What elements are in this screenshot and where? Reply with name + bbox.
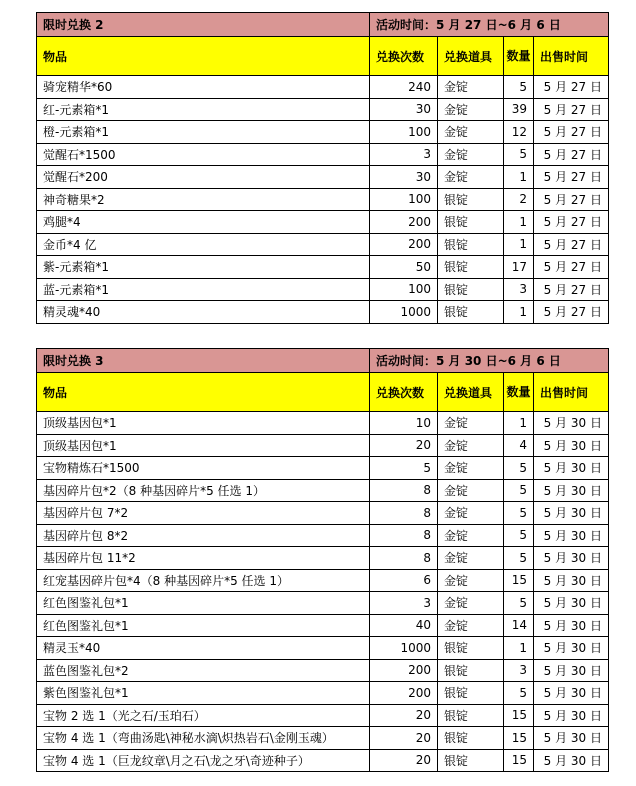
exchange-currency: 金锭 (438, 166, 504, 189)
table-row (37, 98, 609, 121)
quantity: 5 (504, 682, 534, 705)
item-name: 鸡腿*4 (37, 211, 370, 234)
table-row (37, 143, 609, 166)
quantity: 1 (504, 637, 534, 660)
exchange-count: 8 (370, 479, 438, 502)
sale-date: 5 月 30 日 (534, 704, 609, 727)
table-row (37, 278, 609, 301)
exchange-count: 1000 (370, 637, 438, 660)
item-name: 蓝-元素箱*1 (37, 278, 370, 301)
sale-date: 5 月 27 日 (534, 278, 609, 301)
exchange-currency: 金锭 (438, 479, 504, 502)
event-period: 活动时间：5 月 27 日~6 月 6 日 (370, 13, 609, 37)
item-name: 宝物 4 选 1（巨龙纹章\月之石\龙之牙\奇迹种子） (37, 749, 370, 772)
exchange-currency: 金锭 (438, 547, 504, 570)
exchange-table-2 (36, 12, 609, 324)
table-title-row (37, 349, 609, 373)
exchange-currency: 金锭 (438, 569, 504, 592)
table-row (37, 256, 609, 279)
sale-date: 5 月 27 日 (534, 233, 609, 256)
quantity: 2 (504, 188, 534, 211)
table-row (37, 211, 609, 234)
sale-date: 5 月 30 日 (534, 457, 609, 480)
quantity: 1 (504, 166, 534, 189)
exchange-count: 8 (370, 547, 438, 570)
item-name: 神奇糖果*2 (37, 188, 370, 211)
quantity: 14 (504, 614, 534, 637)
exchange-count: 200 (370, 233, 438, 256)
sale-date: 5 月 30 日 (534, 637, 609, 660)
sale-date: 5 月 27 日 (534, 121, 609, 144)
exchange-currency: 银锭 (438, 749, 504, 772)
header-exchange-count: 兑换次数 (370, 37, 438, 76)
table-row (37, 502, 609, 525)
table-row (37, 592, 609, 615)
sale-date: 5 月 30 日 (534, 682, 609, 705)
exchange-count: 100 (370, 188, 438, 211)
item-name: 觉醒石*1500 (37, 143, 370, 166)
table-row (37, 727, 609, 750)
quantity: 12 (504, 121, 534, 144)
table-header-row (37, 373, 609, 412)
quantity: 5 (504, 143, 534, 166)
sale-date: 5 月 27 日 (534, 143, 609, 166)
exchange-count: 30 (370, 98, 438, 121)
header-sale-date: 出售时间 (534, 373, 609, 412)
exchange-currency: 银锭 (438, 256, 504, 279)
quantity: 15 (504, 704, 534, 727)
exchange-currency: 金锭 (438, 502, 504, 525)
item-name: 顶级基因包*1 (37, 412, 370, 435)
exchange-currency: 金锭 (438, 434, 504, 457)
exchange-count: 240 (370, 76, 438, 99)
table-row (37, 659, 609, 682)
item-name: 基因碎片包 11*2 (37, 547, 370, 570)
exchange-count: 100 (370, 278, 438, 301)
header-exchange-currency: 兑换道具 (438, 373, 504, 412)
table-row (37, 188, 609, 211)
quantity: 5 (504, 479, 534, 502)
exchange-currency: 金锭 (438, 121, 504, 144)
table-row (37, 479, 609, 502)
exchange-currency: 银锭 (438, 278, 504, 301)
quantity: 1 (504, 301, 534, 324)
table-header-row (37, 37, 609, 76)
sale-date: 5 月 27 日 (534, 166, 609, 189)
exchange-count: 20 (370, 727, 438, 750)
item-name: 骑宠精华*60 (37, 76, 370, 99)
item-name: 红-元素箱*1 (37, 98, 370, 121)
item-name: 金币*4 亿 (37, 233, 370, 256)
exchange-currency: 金锭 (438, 76, 504, 99)
exchange-currency: 金锭 (438, 592, 504, 615)
quantity: 5 (504, 592, 534, 615)
sale-date: 5 月 30 日 (534, 569, 609, 592)
exchange-currency: 金锭 (438, 457, 504, 480)
exchange-count: 200 (370, 211, 438, 234)
item-name: 精灵玉*40 (37, 637, 370, 660)
table-row (37, 524, 609, 547)
sale-date: 5 月 30 日 (534, 749, 609, 772)
exchange-count: 6 (370, 569, 438, 592)
table-row (37, 121, 609, 144)
header-quantity: 数量 (504, 37, 534, 76)
quantity: 1 (504, 412, 534, 435)
item-name: 基因碎片包 7*2 (37, 502, 370, 525)
table-title: 限时兑换 3 (37, 349, 370, 373)
table-row (37, 166, 609, 189)
quantity: 15 (504, 749, 534, 772)
table-row (37, 704, 609, 727)
quantity: 5 (504, 457, 534, 480)
item-name: 觉醒石*200 (37, 166, 370, 189)
exchange-count: 100 (370, 121, 438, 144)
exchange-currency: 银锭 (438, 301, 504, 324)
table-row (37, 547, 609, 570)
item-name: 宝物 4 选 1（弯曲汤匙\神秘水滴\炽热岩石\金刚玉魂） (37, 727, 370, 750)
exchange-currency: 金锭 (438, 98, 504, 121)
exchange-count: 20 (370, 434, 438, 457)
exchange-count: 8 (370, 524, 438, 547)
sale-date: 5 月 27 日 (534, 256, 609, 279)
table-title-row (37, 13, 609, 37)
table-row (37, 434, 609, 457)
event-period: 活动时间：5 月 30 日~6 月 6 日 (370, 349, 609, 373)
quantity: 5 (504, 76, 534, 99)
sale-date: 5 月 30 日 (534, 614, 609, 637)
exchange-table-3 (36, 348, 609, 772)
sale-date: 5 月 30 日 (534, 659, 609, 682)
exchange-count: 50 (370, 256, 438, 279)
item-name: 红宠基因碎片包*4（8 种基因碎片*5 任选 1） (37, 569, 370, 592)
exchange-count: 8 (370, 502, 438, 525)
quantity: 5 (504, 547, 534, 570)
header-item: 物品 (37, 373, 370, 412)
quantity: 5 (504, 524, 534, 547)
item-name: 橙-元素箱*1 (37, 121, 370, 144)
exchange-count: 20 (370, 749, 438, 772)
sale-date: 5 月 30 日 (534, 412, 609, 435)
exchange-count: 200 (370, 682, 438, 705)
table-title: 限时兑换 2 (37, 13, 370, 37)
exchange-currency: 金锭 (438, 614, 504, 637)
sale-date: 5 月 30 日 (534, 502, 609, 525)
exchange-currency: 银锭 (438, 233, 504, 256)
quantity: 17 (504, 256, 534, 279)
sale-date: 5 月 27 日 (534, 98, 609, 121)
sale-date: 5 月 30 日 (534, 434, 609, 457)
exchange-currency: 银锭 (438, 637, 504, 660)
sale-date: 5 月 30 日 (534, 592, 609, 615)
quantity: 39 (504, 98, 534, 121)
table-row (37, 637, 609, 660)
quantity: 3 (504, 659, 534, 682)
header-exchange-currency: 兑换道具 (438, 37, 504, 76)
exchange-count: 3 (370, 143, 438, 166)
exchange-count: 40 (370, 614, 438, 637)
header-sale-date: 出售时间 (534, 37, 609, 76)
quantity: 1 (504, 211, 534, 234)
table-row (37, 301, 609, 324)
exchange-currency: 金锭 (438, 412, 504, 435)
exchange-count: 20 (370, 704, 438, 727)
item-name: 红色图鉴礼包*1 (37, 614, 370, 637)
exchange-currency: 银锭 (438, 188, 504, 211)
item-name: 基因碎片包*2（8 种基因碎片*5 任选 1） (37, 479, 370, 502)
table-row (37, 749, 609, 772)
quantity: 5 (504, 502, 534, 525)
header-item: 物品 (37, 37, 370, 76)
exchange-currency: 金锭 (438, 143, 504, 166)
exchange-count: 5 (370, 457, 438, 480)
exchange-currency: 银锭 (438, 682, 504, 705)
sale-date: 5 月 27 日 (534, 188, 609, 211)
item-name: 宝物精炼石*1500 (37, 457, 370, 480)
table-row (37, 233, 609, 256)
exchange-currency: 银锭 (438, 727, 504, 750)
quantity: 4 (504, 434, 534, 457)
sale-date: 5 月 27 日 (534, 211, 609, 234)
table-row (37, 682, 609, 705)
quantity: 15 (504, 727, 534, 750)
sale-date: 5 月 30 日 (534, 479, 609, 502)
sale-date: 5 月 27 日 (534, 76, 609, 99)
item-name: 精灵魂*40 (37, 301, 370, 324)
item-name: 红色图鉴礼包*1 (37, 592, 370, 615)
item-name: 顶级基因包*1 (37, 434, 370, 457)
sale-date: 5 月 27 日 (534, 301, 609, 324)
table-row (37, 457, 609, 480)
item-name: 紫色图鉴礼包*1 (37, 682, 370, 705)
sale-date: 5 月 30 日 (534, 727, 609, 750)
exchange-count: 30 (370, 166, 438, 189)
table-row (37, 614, 609, 637)
exchange-currency: 银锭 (438, 211, 504, 234)
table-row (37, 76, 609, 99)
exchange-currency: 银锭 (438, 659, 504, 682)
table-row (37, 569, 609, 592)
exchange-currency: 银锭 (438, 704, 504, 727)
item-name: 紫-元素箱*1 (37, 256, 370, 279)
item-name: 蓝色图鉴礼包*2 (37, 659, 370, 682)
exchange-count: 3 (370, 592, 438, 615)
quantity: 15 (504, 569, 534, 592)
header-exchange-count: 兑换次数 (370, 373, 438, 412)
sale-date: 5 月 30 日 (534, 524, 609, 547)
quantity: 3 (504, 278, 534, 301)
exchange-count: 200 (370, 659, 438, 682)
sale-date: 5 月 30 日 (534, 547, 609, 570)
exchange-currency: 金锭 (438, 524, 504, 547)
quantity: 1 (504, 233, 534, 256)
item-name: 宝物 2 选 1（光之石/玉珀石） (37, 704, 370, 727)
exchange-count: 10 (370, 412, 438, 435)
table-row (37, 412, 609, 435)
header-quantity: 数量 (504, 373, 534, 412)
item-name: 基因碎片包 8*2 (37, 524, 370, 547)
exchange-count: 1000 (370, 301, 438, 324)
